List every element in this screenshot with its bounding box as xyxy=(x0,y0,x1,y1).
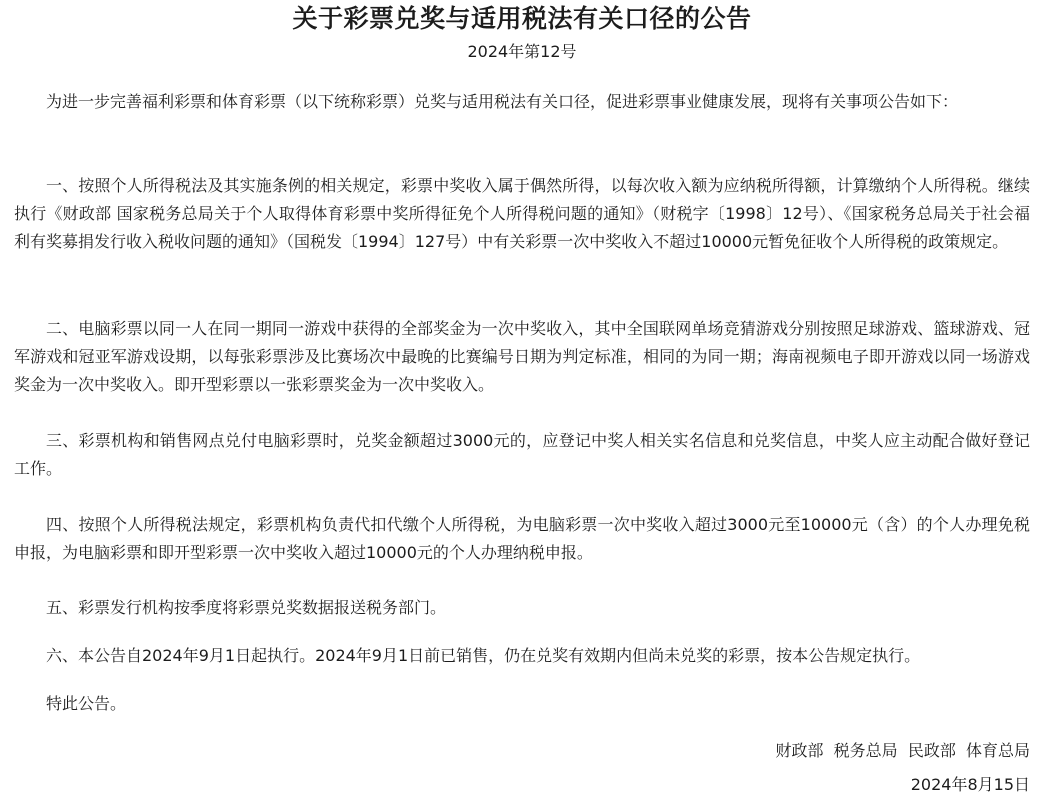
document-number: 2024年第12号 xyxy=(467,42,577,61)
notice-title: 关于彩票兑奖与适用税法有关口径的公告 xyxy=(292,4,752,33)
clause-2-paragraph: 二、电脑彩票以同一人在同一期同一游戏中获得的全部奖金为一次中奖收入，其中全国联网单场竞猜游戏分别按照足球游戏、篮球游戏、冠军游戏和冠亚军游戏设期，以每张彩票涉及比赛场次中最晚的比赛编号日期为判定标准，相同的为同一期；海南视频电子即开游戏以同一场游戏奖金为一次中奖收入。即开型彩票以一张彩票奖金为一次中奖收入。 xyxy=(14,319,1030,394)
clause-6-paragraph: 六、本公告自2024年9月1日起执行。2024年9月1日前已销售，仍在兑奖有效期内但尚未兑奖的彩票，按本公告规定执行。 xyxy=(46,646,921,665)
clause-5-paragraph: 五、彩票发行机构按季度将彩票兑奖数据报送税务部门。 xyxy=(46,598,447,617)
clause-3-paragraph: 三、彩票机构和销售网点兑付电脑彩票时，兑奖金额超过3000元的，应登记中奖人相关实名信息和兑奖信息，中奖人应主动配合做好登记工作。 xyxy=(14,431,1030,478)
clause-1-paragraph: 一、按照个人所得税法及其实施条例的相关规定，彩票中奖收入属于偶然所得，以每次收入额为应纳税所得额，计算缴纳个人所得税。继续执行《财政部 国家税务总局关于个人取得体育彩票中奖所得征免个人所得税问题的通知》（财税字〔1998〕12号）、《国家税务总局关于社会福利有奖募捐发行收入税收问题的通知》（国税发〔1994〕127号）中有关彩票一次中奖收入不超过10000元暂免征收个人所得税的政策规定。 xyxy=(14,176,1030,251)
closing-statement: 特此公告。 xyxy=(46,694,127,713)
issue-date: 2024年8月15日 xyxy=(910,775,1030,794)
issuing-authorities: 财政部 税务总局 民政部 体育总局 xyxy=(775,741,1030,760)
clause-4-paragraph: 四、按照个人所得税法规定，彩票机构负责代扣代缴个人所得税，为电脑彩票一次中奖收入超过3000元至10000元（含）的个人办理免税申报，为电脑彩票和即开型彩票一次中奖收入超过10000元的个人办理纳税申报。 xyxy=(14,515,1030,562)
intro-paragraph: 为进一步完善福利彩票和体育彩票（以下统称彩票）兑奖与适用税法有关口径，促进彩票事业健康发展，现将有关事项公告如下： xyxy=(46,92,959,111)
